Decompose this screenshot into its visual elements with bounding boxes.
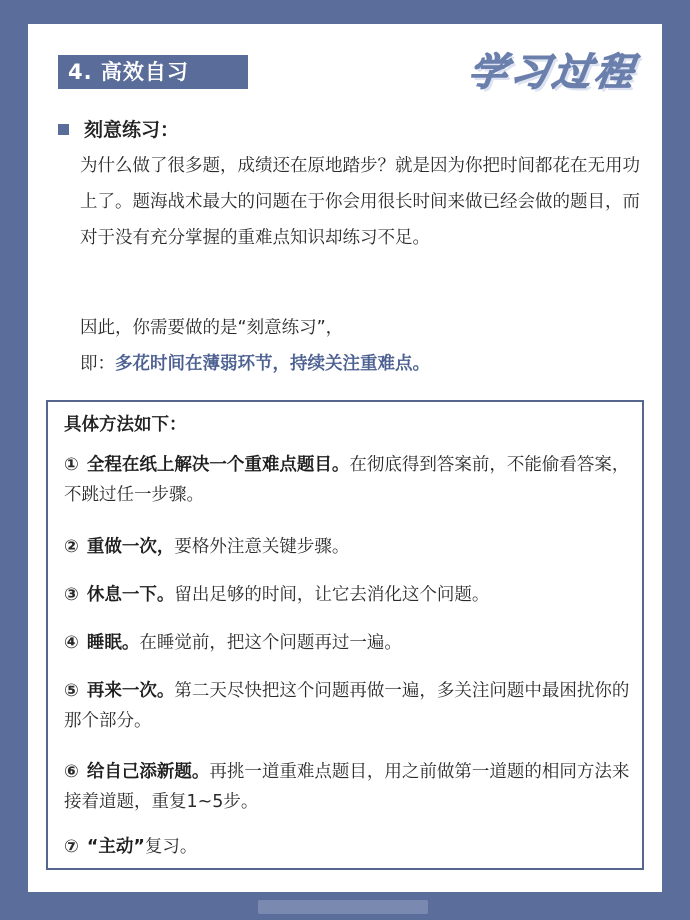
step-bold: 再来一次。 — [86, 681, 175, 701]
step-3 — [64, 580, 630, 610]
step-text: 在睡觉前，把这个问题再过一遍。 — [139, 633, 402, 653]
step-1 — [64, 450, 630, 510]
conclusion-emphasis: 多花时间在薄弱环节，持续关注重难点。 — [115, 354, 430, 374]
step-bold: 重做一次， — [86, 537, 175, 557]
step-number: ③ — [64, 585, 79, 605]
square-bullet-icon — [58, 124, 69, 135]
step-text: 复习。 — [144, 837, 198, 857]
method-box — [46, 400, 644, 870]
step-text: 再挑一道重难点题目，用之前做第一道题的相同方法来接着道题，重复1~5步。 — [64, 762, 630, 812]
step-bold: 睡眠。 — [86, 633, 140, 653]
step-7 — [64, 832, 630, 862]
step-text: 留出足够的时间，让它去消化这个问题。 — [174, 585, 490, 605]
step-bold: 休息一下。 — [86, 585, 175, 605]
watermark-bar — [258, 900, 428, 914]
step-text: 第二天尽快把这个问题再做一遍，多关注问题中最困扰你的那个部分。 — [64, 681, 630, 731]
step-number: ⑦ — [64, 837, 79, 857]
step-number: ⑤ — [64, 681, 79, 701]
step-6 — [64, 757, 630, 817]
step-2 — [64, 532, 630, 562]
conclusion-prefix: 即： — [80, 354, 115, 374]
corner-title: 学习过程 — [465, 50, 641, 94]
step-number: ⑥ — [64, 762, 79, 782]
conclusion-line-2 — [80, 346, 650, 382]
step-bold: “主动” — [86, 837, 145, 857]
step-text: 在彻底得到答案前，不能偷看答案，不跳过任一步骤。 — [64, 455, 630, 505]
heading: 刻意练习： — [84, 119, 180, 141]
step-number: ② — [64, 537, 79, 557]
intro-paragraph: 为什么做了很多题，成绩还在原地踏步？就是因为你把时间都花在无用功上了。题海战术最大的问题在于你会用很长时间来做已经会做的题目，而对于没有充分掌握的重难点知识却练习不足。 — [80, 156, 640, 248]
step-5 — [64, 676, 630, 736]
step-bold: 全程在纸上解决一个重难点题目。 — [86, 455, 350, 475]
method-title: 具体方法如下： — [64, 415, 187, 435]
step-number: ① — [64, 455, 79, 475]
step-number: ④ — [64, 633, 79, 653]
step-bold: 给自己添新题。 — [86, 762, 210, 782]
conclusion-line-1: 因此，你需要做的是“刻意练习”， — [80, 318, 344, 338]
section-tag: 4. 高效自习 — [58, 55, 248, 89]
step-4 — [64, 628, 630, 658]
step-text: 要格外注意关键步骤。 — [174, 537, 350, 557]
content-card — [28, 24, 662, 892]
